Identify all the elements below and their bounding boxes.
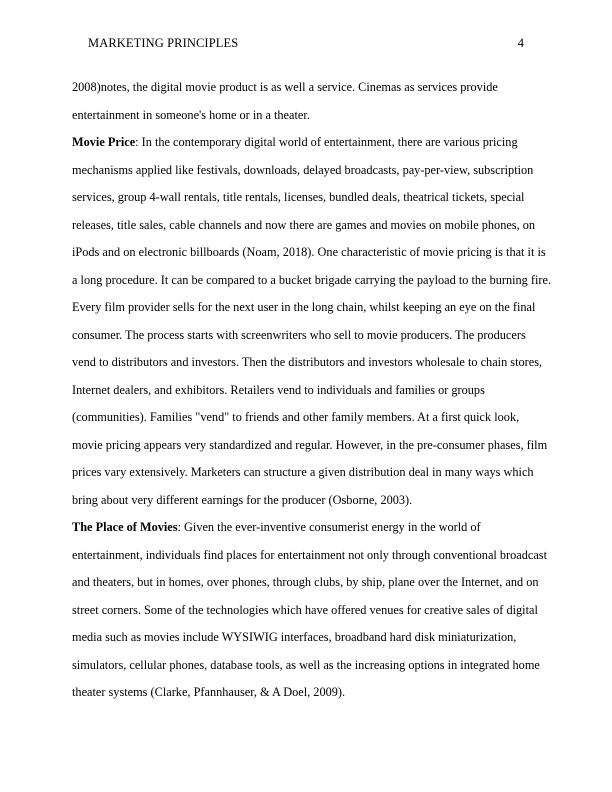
page-number: 4 xyxy=(517,36,524,50)
text-line: Every film provider sells for the next user in the long chain, whilst keeping an eye on the final xyxy=(72,300,536,314)
paragraph-movie-price xyxy=(72,129,550,514)
text-line: releases, title sales, cable channels and now there are games and movies on mobile phones, on xyxy=(72,217,536,232)
section-heading-place-of-movies: The Place of Movies xyxy=(72,520,178,534)
text-line: prices vary extensively. Marketers can structure a given distribution deal in many ways which xyxy=(72,465,534,479)
text-line: (communities). Families "vend" to friends and other family members. At a first quick look, xyxy=(72,410,520,424)
heading-continuation: : In the contemporary digital world of entertainment, there are various pricing xyxy=(135,135,518,149)
text-line: theater systems (Clarke, Pfannhauser, & A Doel, 2009). xyxy=(72,685,346,699)
text-line: street corners. Some of the technologies which have offered venues for creative sales of digital xyxy=(72,602,538,617)
text-line: 2008)notes, the digital movie product is as well a service. Cinemas as services provide xyxy=(72,80,498,94)
text-line: and theaters, but in homes, over phones, through clubs, by ship, plane over the Internet, and on xyxy=(72,575,539,589)
text-line xyxy=(72,514,550,542)
text-line: Internet dealers, and exhibitors. Retailers vend to individuals and families or groups xyxy=(72,382,485,397)
text-line: services, group 4-wall rentals, title rentals, licenses, bundled deals, theatrical tickets, special xyxy=(72,190,525,204)
document-body xyxy=(72,74,550,707)
text-line: iPods and on electronic billboards (Noam, 2018). One characteristic of movie pricing is that it is xyxy=(72,245,546,259)
text-line: entertainment in someone's home or in a theater. xyxy=(72,107,310,122)
text-line: media such as movies include WYSIWIG interfaces, broadband hard disk miniaturization, xyxy=(72,630,517,644)
text-line: entertainment, individuals find places for entertainment not only through conventional broadcast xyxy=(72,547,548,562)
text-line: consumer. The process starts with screenwriters who sell to movie producers. The producers xyxy=(72,327,526,342)
paragraph-place-of-movies xyxy=(72,514,550,707)
text-line: a long procedure. It can be compared to a bucket brigade carrying the payload to the burning fire. xyxy=(72,272,552,287)
text-line: bring about very different earnings for the producer (Osborne, 2003). xyxy=(72,492,413,507)
text-line: movie pricing appears very standardized and regular. However, in the pre-consumer phases, film xyxy=(72,437,548,452)
section-heading-movie-price: Movie Price xyxy=(72,135,136,149)
heading-continuation: : Given the ever-inventive consumerist energy in the world of xyxy=(177,520,481,534)
text-line: mechanisms applied like festivals, downloads, delayed broadcasts, pay-per-view, subscription xyxy=(72,162,534,177)
text-line: vend to distributors and investors. Then the distributors and investors wholesale to chain stores, xyxy=(72,355,543,369)
running-head: MARKETING PRINCIPLES xyxy=(88,36,239,50)
paragraph-intro xyxy=(72,74,550,129)
text-line: simulators, cellular phones, database tools, as well as the increasing options in integrated home xyxy=(72,657,540,672)
text-line xyxy=(72,129,550,157)
